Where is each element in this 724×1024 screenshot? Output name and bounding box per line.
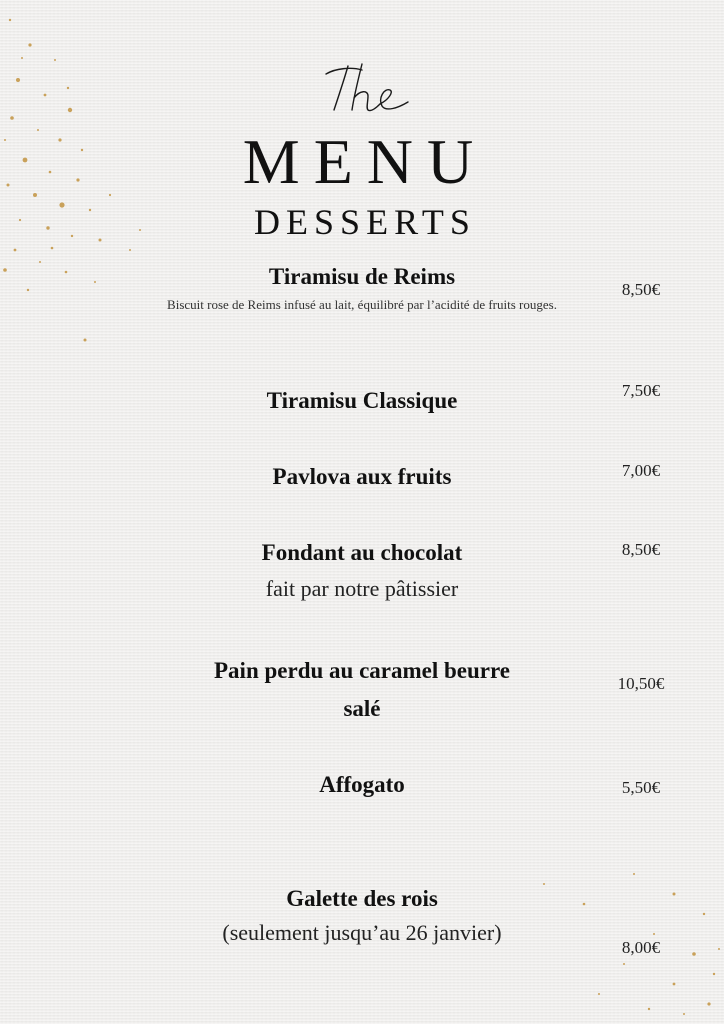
- item-name: Pavlova aux fruits: [272, 464, 452, 489]
- menu-item-affogato: [150, 770, 574, 800]
- menu-item-pain-perdu: [212, 652, 512, 728]
- item-name: Pain perdu au caramel beurre salé: [214, 658, 510, 721]
- item-description: Biscuit rose de Reims infusé au lait, équilibré par l’acidité de fruits rouges.: [167, 297, 557, 312]
- menu-item-tiramisu-classique: [150, 386, 574, 416]
- item-price: 7,50€: [621, 381, 661, 400]
- the-script-word: [318, 60, 413, 115]
- item-name: Galette des rois: [286, 886, 438, 911]
- item-price: 5,50€: [621, 778, 661, 797]
- menu-item-pavlova: [150, 462, 574, 492]
- menu-title: MENU: [242, 126, 488, 197]
- menu-subtitle: DESSERTS: [254, 202, 476, 242]
- item-name: Affogato: [319, 772, 405, 797]
- item-description: (seulement jusqu’au 26 janvier): [222, 920, 502, 945]
- item-price: 10,50€: [617, 674, 665, 693]
- item-price: 8,50€: [621, 540, 661, 559]
- item-name: Tiramisu de Reims: [268, 264, 456, 289]
- item-price: 8,50€: [621, 280, 661, 299]
- menu-item-tiramisu-de-reims: [150, 262, 574, 315]
- item-name: Tiramisu Classique: [266, 388, 458, 413]
- menu-item-galette: [150, 884, 574, 948]
- item-description: fait par notre pâtissier: [265, 576, 459, 601]
- item-price: 7,00€: [621, 461, 661, 480]
- menu-item-fondant: [150, 538, 574, 604]
- item-name: Fondant au chocolat: [261, 540, 463, 565]
- item-price: 8,00€: [621, 938, 661, 957]
